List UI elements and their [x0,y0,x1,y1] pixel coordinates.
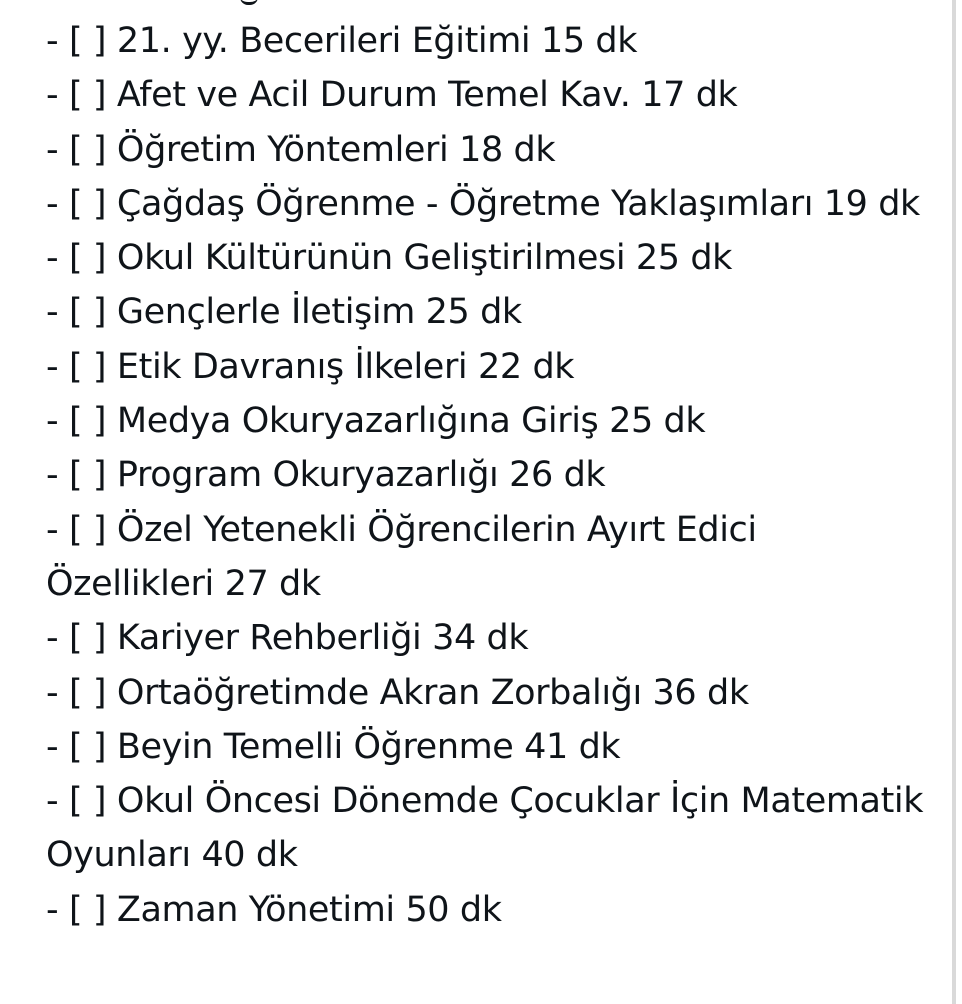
scrollbar[interactable] [952,0,956,1004]
list-item: - [ ] Etik Davranış İlkeleri 22 dk [46,346,575,387]
list-item: - [ ] Beyin Temelli Öğrenme 41 dk [46,726,621,767]
list-item: - [ ] Ortaöğretimde Akran Zorbalığı 36 dk [46,672,749,713]
list-item: - [ ] Afet ve Acil Durum Temel Kav. 17 dk [46,75,738,116]
list-item: - [ ] Okul Öncesi Dönemde Çocuklar İçin Matematik Oyunları 40 dk [46,781,924,876]
list-item: - [ ] Medya Okuryazarlığına Giriş 25 dk [46,401,706,442]
list-item: - [ ] Öğretim Yöntemleri 18 dk [46,129,556,170]
list-item: - [ ] Çağdaş Öğrenme - Öğretme Yaklaşımları 19 dk [46,183,920,224]
list-item: - [ ] Program Okuryazarlığı 26 dk [46,455,606,496]
checklist [46,14,926,937]
list-item: - [ ] 21. yy. Becerileri Eğitimi 15 dk [46,21,638,61]
list-item: - [ ] Okul Kültürünün Geliştirilmesi 25 dk [46,238,733,279]
clipped-previous-line [240,0,258,5]
list-item: - [ ] Kariyer Rehberliği 34 dk [46,618,529,659]
list-item: - [ ] Özel Yetenekli Öğrencilerin Ayırt Edici Özellikleri 27 dk [46,509,757,604]
list-item: - [ ] Gençlerle İletişim 25 dk [46,292,522,333]
list-item: - [ ] Zaman Yönetimi 50 dk [46,889,502,930]
